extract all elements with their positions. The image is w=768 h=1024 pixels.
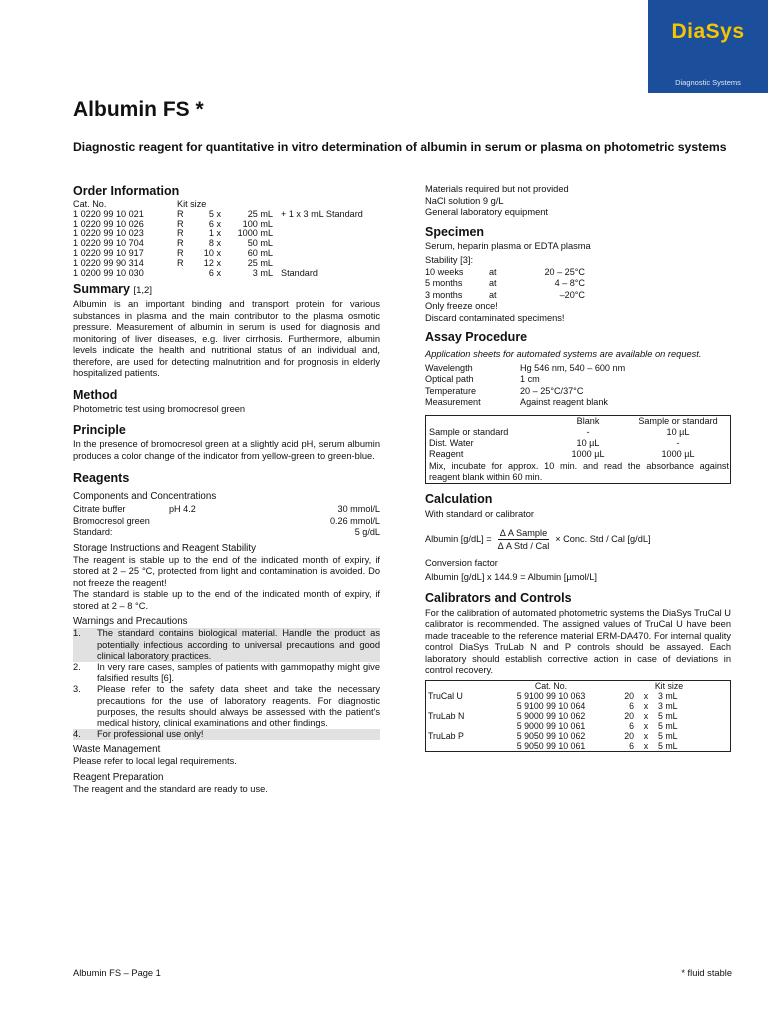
component-ph <box>169 527 243 539</box>
order-cat: 1 0220 99 10 026 <box>73 218 144 229</box>
calculation-formula <box>425 527 731 552</box>
order-r: R <box>177 257 184 268</box>
page-subtitle: Diagnostic reagent for quantitative in vitro determination of albumin in serum or plasma on photometric systems <box>73 140 727 154</box>
order-count: 1 x <box>208 228 221 239</box>
materials-item: General laboratory equipment <box>425 207 548 217</box>
components-table <box>73 504 380 539</box>
order-extra: Standard <box>281 267 318 278</box>
param-label: Measurement <box>425 397 481 407</box>
calibrator-row <box>426 701 731 711</box>
component-row <box>73 516 380 528</box>
calibrator-row <box>426 731 731 741</box>
calibrator-volume: 5 mL <box>658 710 678 721</box>
order-volume: 25 mL <box>247 257 273 268</box>
logo-subtitle: Diagnostic Systems <box>675 78 741 87</box>
component-name: Citrate buffer <box>73 504 126 515</box>
calibrator-x: x <box>643 690 649 701</box>
order-cat: 1 0200 99 10 030 <box>73 267 144 278</box>
order-row <box>73 269 363 279</box>
specimen-heading: Specimen <box>425 224 485 239</box>
calibrator-row <box>426 721 731 731</box>
order-volume: 3 mL <box>252 267 273 278</box>
warning-item <box>73 729 380 740</box>
param-value: Against reagent blank <box>520 397 608 407</box>
warning-text: The standard contains biological material. Handle the product as potentially infectious according to universal precautions and good clinical laboratory practices. <box>97 628 380 661</box>
warning-item <box>73 628 380 662</box>
param-label: Wavelength <box>425 362 473 373</box>
calibrator-count: 6 <box>629 700 634 711</box>
reagents-heading: Reagents <box>73 471 130 486</box>
calibrator-volume: 3 mL <box>658 690 678 701</box>
order-count: 5 x <box>208 208 221 219</box>
assay-heading: Assay Procedure <box>425 330 528 344</box>
order-r <box>177 269 191 279</box>
order-volume: 25 mL <box>247 208 273 219</box>
principle-heading: Principle <box>73 423 126 438</box>
warning-text: For professional use only! <box>97 729 204 740</box>
formula-denominator: Δ A Std / Cal <box>497 540 550 551</box>
assay-row <box>426 427 731 438</box>
assay-sample-value: 10 µL <box>666 426 690 437</box>
calibrator-count: 20 <box>624 710 634 721</box>
assay-sample-value: - <box>676 438 680 449</box>
order-extra <box>273 229 363 239</box>
assay-param-row <box>425 374 625 386</box>
order-r: R <box>177 208 184 219</box>
order-volume: 100 mL <box>242 218 273 229</box>
assay-param-row <box>425 397 625 409</box>
warnings-list <box>73 628 380 740</box>
calibrator-count: 6 <box>629 720 634 731</box>
conversion-heading: Conversion factor <box>425 557 498 568</box>
component-ph: pH 4.2 <box>169 504 196 515</box>
stability-at: at <box>489 278 497 288</box>
calibrator-row <box>426 711 731 721</box>
calibrator-cat: 5 9050 99 10 062 <box>516 730 586 741</box>
component-name: Bromocresol green <box>73 515 150 526</box>
order-count: 6 x <box>208 267 221 278</box>
specimen-text: Serum, heparin plasma or EDTA plasma <box>425 240 591 251</box>
specimen-note: Only freeze once! <box>425 301 498 311</box>
param-value: 1 cm <box>520 374 540 384</box>
calibrators-text: For the calibration of automated photometric systems the DiaSys TruCal U calibrator is recommended. The assigned values of TruCal U have been made traceable to the reference material ERM-DA470. For internal quality control DiaSys TruLab N and P controls should be assayed. Each laboratory should establish corrective action in case of deviations in control recovery. <box>425 607 731 676</box>
order-extra: + 1 x 3 mL Standard <box>281 208 363 219</box>
calibrator-row <box>426 691 731 701</box>
formula-numerator: Δ A Sample <box>499 527 548 538</box>
assay-params <box>425 363 625 409</box>
order-cat: 1 0220 99 10 023 <box>73 228 144 239</box>
order-table <box>73 200 363 278</box>
component-name: Standard: <box>73 527 113 538</box>
stability-duration: 5 months <box>425 278 463 288</box>
cal-col-cat: Cat. No. <box>534 680 568 691</box>
calibrator-name: TruLab N <box>428 710 465 721</box>
method-text: Photometric test using bromocresol green <box>73 403 246 414</box>
summary-heading: Summary [1,2] <box>73 282 152 297</box>
footer-note: * fluid stable <box>681 968 732 978</box>
calibrator-row <box>426 741 731 752</box>
stability-temp: 4 – 8°C <box>554 278 585 288</box>
calibrator-count: 20 <box>624 730 634 741</box>
order-volume: 1000 mL <box>237 228 273 239</box>
storage-heading: Storage Instructions and Reagent Stability <box>73 542 256 554</box>
formula-lhs: Albumin [g/dL] = <box>425 533 492 544</box>
calibrator-name <box>426 741 495 752</box>
assay-param-row <box>425 386 625 398</box>
warning-item <box>73 662 380 684</box>
param-label: Temperature <box>425 385 477 396</box>
order-cat: 1 0220 99 10 917 <box>73 247 144 258</box>
calibrator-name: TruCal U <box>428 690 463 701</box>
calibrator-count: 20 <box>624 690 634 701</box>
calibrator-volume: 5 mL <box>658 720 678 731</box>
assay-row-label: Dist. Water <box>429 438 474 449</box>
materials-heading: Materials required but not provided <box>425 184 569 194</box>
order-col-kit: Kit size <box>177 199 207 209</box>
calibrator-cat: 5 9100 99 10 063 <box>516 690 586 701</box>
assay-blank-value: 1000 µL <box>571 449 605 460</box>
prep-text: The reagent and the standard are ready to use. <box>73 783 268 794</box>
order-cat: 1 0220 99 10 704 <box>73 238 144 249</box>
warning-number: 1. <box>73 628 81 639</box>
param-value: Hg 546 nm, 540 – 600 nm <box>520 362 626 373</box>
components-heading: Components and Concentrations <box>73 491 217 503</box>
stability-row <box>425 278 585 290</box>
order-count: 6 x <box>208 218 221 229</box>
summary-ref: [1,2] <box>133 285 152 297</box>
logo-name: DiaSys <box>671 20 745 43</box>
component-conc: 0.26 mmol/L <box>329 515 380 526</box>
col-sample: Sample or standard <box>638 415 718 426</box>
order-count: 12 x <box>203 257 221 268</box>
calibrators-table <box>425 680 731 752</box>
summary-text: Albumin is an important binding and transport protein for various substances in plasma and the main contributor to the plasma osmotic pressure. Measurement of albumin in serum is used for diagnosis and monitoring of liver diseases, e.g. liver cirrhosis. Furthermore, albumin levels indicate the health and nutritional status of an individual and, therefore, are used for detecting malnutrition and for prognosis in elderly hospitalized patients. <box>73 299 380 379</box>
assay-blank-value: - <box>586 426 590 437</box>
diasys-logo <box>648 0 768 93</box>
component-conc: 5 g/dL <box>354 527 380 538</box>
method-heading: Method <box>73 387 118 402</box>
order-r: R <box>177 218 184 229</box>
principle-text: In the presence of bromocresol green at a slightly acid pH, serum albumin produces a color change of the indicator from yellow-green to green-blue. <box>73 439 380 461</box>
prep-heading: Reagent Preparation <box>73 771 164 783</box>
order-count: 10 x <box>203 247 221 258</box>
order-extra <box>273 220 363 230</box>
warning-text: In very rare cases, samples of patients with gammopathy might give falsified results [6]. <box>97 661 380 684</box>
calibrator-name <box>426 721 495 731</box>
warning-text: Please refer to the safety data sheet and take the necessary precautions for the use of laboratory reagents. For diagnostic purposes, the results should always be assessed with the patient's medical history, clinical examinations and other findings. <box>97 684 380 728</box>
calibrator-cat: 5 9050 99 10 061 <box>516 740 586 751</box>
component-ph <box>169 516 243 528</box>
order-extra <box>273 239 363 249</box>
col-blank: Blank <box>576 415 600 426</box>
stability-label: Stability [3]: <box>425 255 474 265</box>
right-column <box>425 184 731 752</box>
component-row <box>73 527 380 539</box>
assay-row-label: Reagent <box>429 449 464 460</box>
stability-table <box>425 267 585 302</box>
stability-duration: 10 weeks <box>425 266 464 277</box>
calculation-text: With standard or calibrator <box>425 509 535 520</box>
storage-text-standard: The standard is stable up to the end of the indicated month of expiry, if stored at 2 – 8 °C. <box>73 589 380 611</box>
calibrator-cat: 5 9100 99 10 064 <box>516 700 586 711</box>
order-heading: Order Information <box>73 184 180 198</box>
mix-instruction: Mix, incubate for approx. 10 min. and read the absorbance against reagent blank within 60 min. <box>429 460 729 482</box>
order-volume: 50 mL <box>247 238 273 249</box>
assay-row <box>426 438 731 449</box>
waste-text: Please refer to local legal requirements. <box>73 756 237 767</box>
assay-table <box>425 415 731 485</box>
warning-number: 4. <box>73 729 81 740</box>
assay-note: Application sheets for automated systems are available on request. <box>425 349 702 359</box>
warning-item <box>73 684 380 729</box>
param-label: Optical path <box>425 374 474 384</box>
stability-at: at <box>489 266 497 277</box>
calibrator-x: x <box>643 700 649 711</box>
calibrator-volume: 3 mL <box>658 700 678 711</box>
cal-col-kit: Kit size <box>654 680 684 691</box>
assay-sample-value: 1000 µL <box>661 449 695 460</box>
order-cat: 1 0220 99 10 021 <box>73 208 144 219</box>
calibrator-cat: 5 9000 99 10 062 <box>516 710 586 721</box>
order-count: 8 x <box>208 238 221 249</box>
component-conc: 30 mmol/L <box>337 504 380 515</box>
order-extra <box>273 249 363 259</box>
warnings-heading: Warnings and Precautions <box>73 616 188 628</box>
calibrator-x: x <box>643 710 649 721</box>
order-volume: 60 mL <box>247 247 273 258</box>
stability-temp: 20 – 25°C <box>544 266 585 277</box>
formula-fraction <box>496 527 552 552</box>
page-title: Albumin FS * <box>73 98 204 121</box>
calibrators-heading: Calibrators and Controls <box>425 590 572 605</box>
storage-text-reagent: The reagent is stable up to the end of the indicated month of expiry, if stored at 2 – 25 °C, protected from light and contamination is avoided. Do not freeze the reagent! <box>73 554 380 588</box>
materials-item: NaCl solution 9 g/L <box>425 195 504 206</box>
calibrator-x: x <box>643 730 649 741</box>
stability-temp: –20°C <box>559 289 585 300</box>
order-col-cat: Cat. No. <box>73 199 107 209</box>
order-r: R <box>177 247 184 258</box>
calculation-heading: Calculation <box>425 492 493 507</box>
calibrator-volume: 5 mL <box>658 740 678 751</box>
assay-row <box>426 449 731 460</box>
footer-page: Albumin FS – Page 1 <box>73 968 161 978</box>
calibrator-count: 6 <box>629 740 634 751</box>
stability-at: at <box>489 289 497 300</box>
calibrator-name: TruLab P <box>428 730 464 741</box>
stability-row <box>425 267 585 279</box>
assay-row-label: Sample or standard <box>429 426 509 437</box>
warning-number: 3. <box>73 684 81 695</box>
left-column <box>73 184 380 795</box>
calibrator-volume: 5 mL <box>658 730 678 741</box>
conversion-text: Albumin [g/dL] x 144.9 = Albumin [µmol/L] <box>425 572 598 583</box>
order-cat: 1 0220 99 90 314 <box>73 257 144 268</box>
assay-param-row <box>425 363 625 375</box>
param-value: 20 – 25°C/37°C <box>520 385 584 396</box>
warning-number: 2. <box>73 661 81 672</box>
formula-rhs: × Conc. Std / Cal [g/dL] <box>555 533 651 544</box>
assay-blank-value: 10 µL <box>576 438 600 449</box>
stability-row <box>425 290 585 302</box>
waste-heading: Waste Management <box>73 744 161 756</box>
calibrator-x: x <box>643 740 649 751</box>
calibrator-name <box>426 701 495 711</box>
specimen-note: Discard contaminated specimens! <box>425 312 565 323</box>
order-r: R <box>177 228 184 239</box>
calibrator-x: x <box>643 720 649 731</box>
calibrator-cat: 5 9000 99 10 061 <box>516 720 586 731</box>
order-r: R <box>177 238 184 249</box>
stability-duration: 3 months <box>425 289 463 300</box>
component-row <box>73 504 380 516</box>
